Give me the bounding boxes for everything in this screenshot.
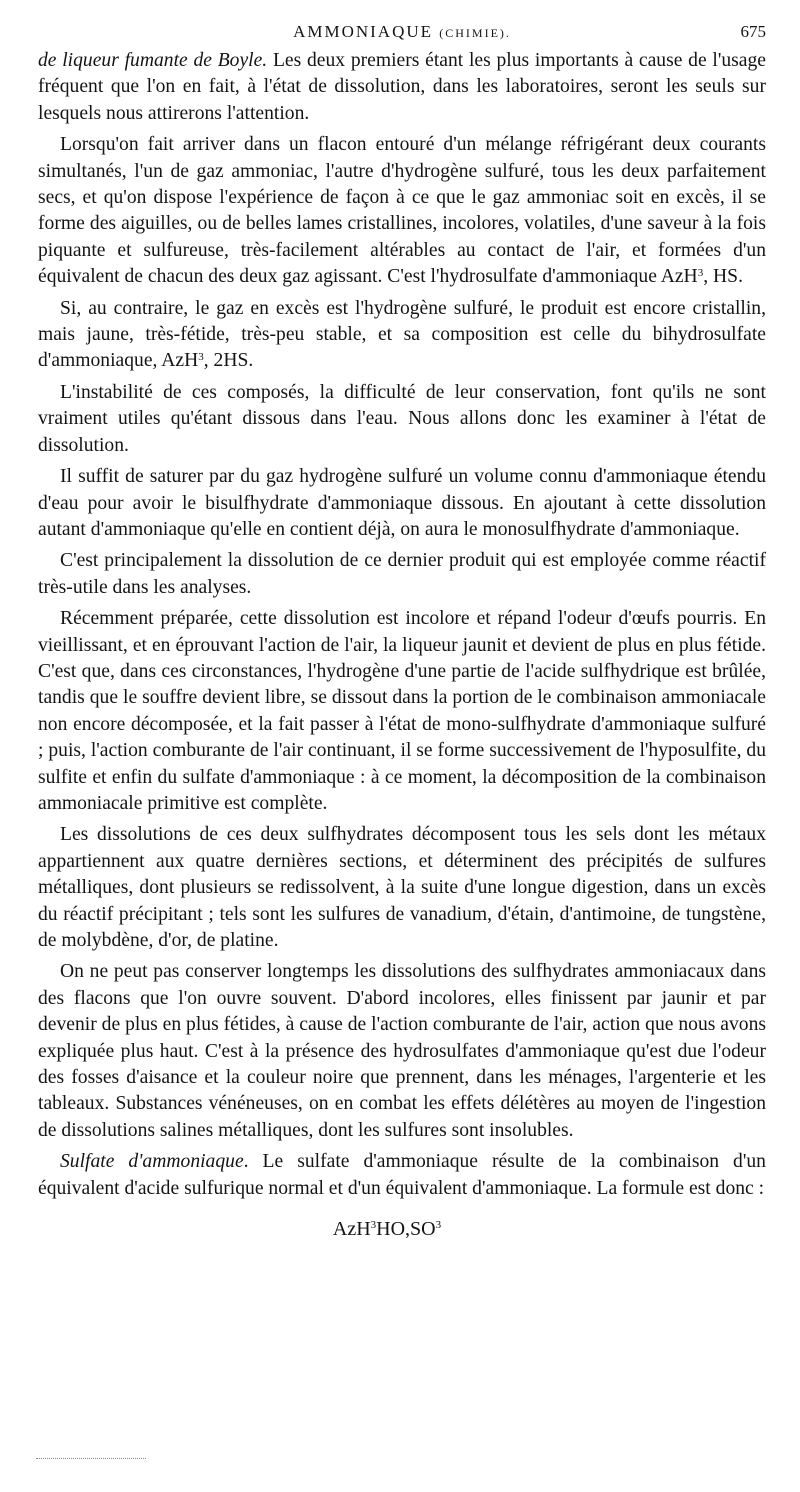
- paragraph: [38, 48, 766, 127]
- paragraph-text: . Le sulfate d'ammoniaque résulte de la combinaison d'un équivalent d'acide sulfurique normal et d'un équivalent d'ammoniaque. La formule est donc :: [38, 1151, 766, 1199]
- paragraph-text: On ne peut pas conserver longtemps les dissolutions des sulfhydrates ammoniacaux dans des flacons que l'on ouvre souvent. D'abord incolores, elles finissent par jaunir et par devenir de plus en plus fétides, à cause de l'action comburante de l'air, action que nous avons expliquée plus haut. C'est à la présence des hydrosulfates d'ammoniaque qu'est due l'odeur des fosses d'aisance et la couleur noire que prennent, dans les ménages, l'argenterie et les tableaux. Substances vénéneuses, on en combat les effets délétères au moyen de l'ingestion de dissolutions salines métalliques, dont les sulfures sont insolubles.: [38, 961, 766, 1141]
- header-subtitle: (CHIMIE).: [439, 26, 511, 40]
- paragraph-text: Récemment préparée, cette dissolution est incolore et répand l'odeur d'œufs pourris. En vieillissant, et en éprouvant l'action de l'air, la liqueur jaunit et devient de plus en plus fétide. C'est que, dans ces circonstances, l'hydrogène d'une partie de l'acide sulfhydrique est brûlée, tandis que le souffre devient libre, se dissout dans la portion de le combinaison ammoniacale non encore décomposée, et la fait passer à l'état de mono-sulfhydrate d'ammoniaque sulfuré ; puis, l'action comburante de l'air continuant, il se forme successivement de l'hyposulfite, du sulfite et enfin du sulfate d'ammoniaque : à ce moment, la décomposition de la combinaison ammoniacale primitive est complète.: [38, 608, 766, 814]
- superscript: 3: [697, 267, 704, 280]
- header-title-main: AMMONIAQUE: [293, 22, 434, 41]
- formula-part-b: HO,SO: [376, 1218, 436, 1241]
- formula-sup-b: 3: [435, 1219, 442, 1232]
- page: [38, 22, 766, 1242]
- paragraph: [38, 606, 766, 817]
- paragraph: [38, 296, 766, 375]
- paragraph-text-after: , HS.: [703, 266, 743, 288]
- running-header: [38, 22, 766, 48]
- paragraph-text: Les dissolutions de ces deux sulfhydrates décomposent tous les sels dont les métaux appartiennent aux quatre dernières sections, et déterminent des précipités de sulfures métalliques, dont plusieurs se redissolvent, à la suite d'une longue digestion, dans un excès du réactif précipitant ; tels sont les sulfures de vanadium, d'étain, d'antimoine, de tungstène, de molybdène, d'or, de platine.: [38, 824, 766, 951]
- paragraph-italic-lead: Sulfate d'ammoniaque: [60, 1151, 244, 1173]
- paragraph-text: Lorsqu'on fait arriver dans un flacon entouré d'un mélange réfrigérant deux courants simultanés, l'un de gaz ammoniac, l'autre d'hydrogène sulfuré, tous les deux parfaitement secs, et qu'on dispose l'expérience de façon à ce que le gaz ammoniac soit en excès, il se forme des aiguilles, ou de belles lames cristallines, incolores, volatiles, d'une saveur à la fois piquante et sulfureuse, très-facilement altérables au contact de l'air, et formées d'un équivalent de chacun des deux gaz agissant. C'est l'hydrosulfate d'ammoniaque AzH: [38, 134, 766, 288]
- footer-rule: [36, 1458, 146, 1459]
- paragraph: [38, 132, 766, 290]
- page-number: 675: [740, 22, 766, 41]
- formula-sup-a: 3: [370, 1219, 377, 1232]
- paragraph: [38, 380, 766, 459]
- paragraph-text: Si, au contraire, le gaz en excès est l'hydrogène sulfuré, le produit est encore cristallin, mais jaune, très-fétide, très-peu stable, et sa composition est celle du bihydrosulfate d'ammoniaque, AzH: [38, 297, 766, 372]
- paragraph-text: C'est principalement la dissolution de ce dernier produit qui est employée comme réactif très-utile dans les analyses.: [38, 550, 766, 598]
- paragraph: [38, 1149, 766, 1202]
- paragraph: [38, 464, 766, 543]
- paragraph: [38, 822, 766, 954]
- superscript: 3: [198, 351, 204, 364]
- formula-part-a: AzH: [332, 1218, 371, 1241]
- paragraph: [38, 548, 766, 601]
- paragraph-text: L'instabilité de ces composés, la difficulté de leur conservation, font qu'ils ne sont vraiment utiles qu'étant dissous dans l'eau. Nous allons donc les examiner à l'état de dissolution.: [38, 381, 766, 456]
- body-text: [38, 48, 766, 1242]
- paragraph: [38, 959, 766, 1144]
- header-title: [38, 22, 766, 42]
- paragraph-italic-lead: de liqueur fumante de Boyle.: [38, 50, 268, 71]
- paragraph-text: Les deux premiers étant les plus importants à cause de l'usage fréquent que l'on en fait, à l'état de dissolution, dans les laboratoires, seront les seuls sur lesquels nous attirerons l'attention.: [38, 50, 766, 124]
- paragraph-text: Il suffit de saturer par du gaz hydrogène sulfuré un volume connu d'ammoniaque étendu d'eau pour avoir le bisulfhydrate d'ammoniaque dissous. En ajoutant à cette dissolution autant d'ammoniaque qu'elle en contient déjà, on aura le monosulfhydrate d'ammoniaque.: [38, 466, 766, 540]
- chemical-formula: [38, 1216, 766, 1242]
- paragraph-text-after: , 2HS.: [203, 350, 254, 372]
